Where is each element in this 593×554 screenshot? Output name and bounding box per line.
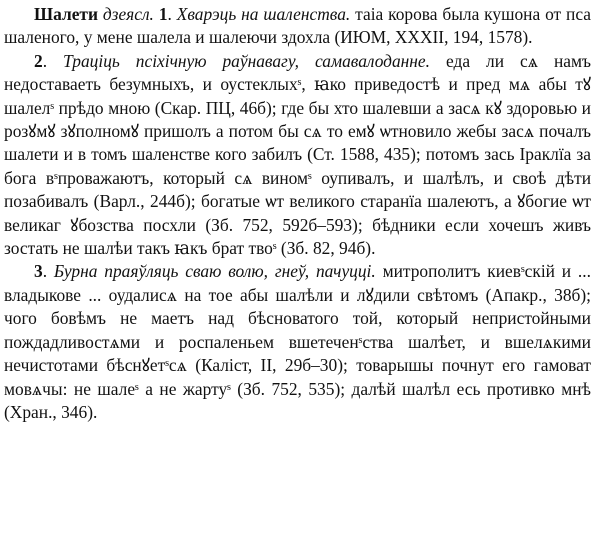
sense-text: еда ли сѧ намъ недоставаеть безумныхъ, и оустеклыхˢ, ꙗко приведостѣ и пред мѧ абы тꙋ шалелˢ прѣдо мною (Скар. ПЦ, 46б); где бы хто шалевши а засѧ кꙋ здоровью и розꙋмꙋ зꙋполномꙋ пришолъ а потом бы сѧ то емꙋ ѡтновило жебы засѧ почалъ шалети и в томъ шаленстве кого забилъ (Ст. 1588, 435); потомъ зась Іраклїа за бога вˢпроважаютъ, который сѧ виномˢ оупивалъ, и шалѣлъ, и своѣ дѣти позабивалъ (Варл., 244б); богатые ѡт великого старанїа шалеютъ, а ꙋбогие ѡт великаг ꙋбозства посхли (Зб. 752, 592б–593); бѣдники если хочешъ живъ зостать не шалѣи такъ ꙗкъ брат твоˢ (Зб. 82, 94б).	[4, 50, 591, 259]
sense-separator: .	[42, 50, 64, 71]
sense-gloss: Хварэць на шаленства.	[176, 4, 351, 24]
sense-2	[4, 50, 591, 261]
headword: Шалети	[34, 4, 98, 24]
sense-3	[4, 260, 591, 424]
sense-number: 3	[34, 261, 43, 282]
sense-separator: .	[42, 261, 54, 282]
sense-1	[4, 3, 591, 50]
sense-number: 1	[158, 4, 168, 24]
sense-text: таіа корова была кушона от пса шаленого, у мене шалела и шалеючи здохла (ИЮМ, XXXII, 194, 1578).	[4, 4, 591, 48]
part-of-speech: дзеясл.	[102, 4, 154, 24]
sense-number: 2	[34, 50, 43, 71]
sense-gloss: Бурна праяўляць сваю волю, гнеў, пачуцці.	[53, 261, 376, 282]
sense-gloss: Траціць псіхічную раўнавагу, самавалоданне.	[63, 50, 430, 71]
sense-text: митрополитъ киевˢскій и ... владыкове ... оудалисѧ на тое абы шалѣли и лꙋдили свѣтомъ (Апакр., 38б); чого бовѣмъ не маетъ над бѣсноватого той, который непристойными пождадливостѧми и роспаленьем вшетеченˢства шалѣет, и вшелѧкими нечистотами бѣснꙋетˢсѧ (Каліст, II, 29б–30); товарышы почнут его гамоват мовѧчы: не шалеˢ а не жартуˢ (Зб. 752, 535); далѣй шалѣл есь противко мнѣ (Хран., 346).	[4, 261, 591, 422]
sense-separator: .	[167, 4, 177, 24]
